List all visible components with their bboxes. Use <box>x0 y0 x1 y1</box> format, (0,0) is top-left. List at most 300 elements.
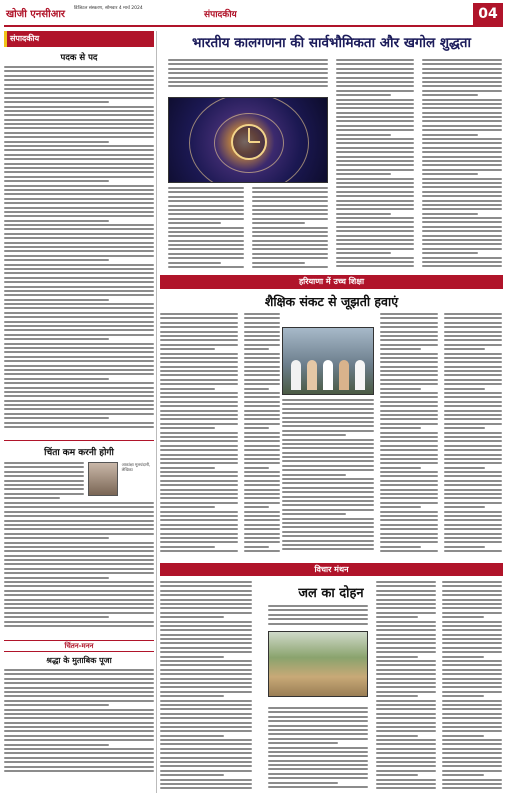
text-line <box>168 196 244 198</box>
text-line <box>4 321 154 323</box>
text-line <box>336 230 414 232</box>
text-line <box>422 186 502 188</box>
text-line <box>282 509 374 511</box>
text-line <box>444 348 485 350</box>
text-line <box>444 414 502 416</box>
text-line <box>168 253 244 255</box>
text-line <box>442 708 502 710</box>
text-line <box>336 164 414 166</box>
text-line <box>252 248 328 250</box>
text-line <box>252 209 328 211</box>
text-line <box>444 493 502 495</box>
text-line <box>160 528 238 530</box>
text-line <box>4 338 109 340</box>
text-line <box>282 430 374 432</box>
text-line <box>252 231 328 233</box>
text-line <box>422 200 502 202</box>
text-line <box>444 344 502 346</box>
text-line <box>268 729 368 731</box>
text-line <box>160 651 252 653</box>
text-line <box>380 506 421 508</box>
text-line <box>252 187 328 189</box>
text-line <box>336 235 414 237</box>
text-line <box>244 489 280 491</box>
text-line <box>444 388 485 390</box>
text-line <box>4 766 154 768</box>
text-line <box>380 502 438 504</box>
text-line <box>336 129 414 131</box>
text-line <box>160 506 215 508</box>
text-line <box>160 502 238 504</box>
text-line <box>442 700 502 702</box>
text-line <box>160 739 252 741</box>
text-line <box>4 722 154 724</box>
text-line <box>442 603 502 605</box>
text-line <box>244 519 280 521</box>
dateline: डिजिटल संस्करण, सोमवार 4 मार्च 2024 <box>74 6 143 11</box>
text-line <box>4 158 154 160</box>
text-line <box>160 678 252 680</box>
text-line <box>336 112 414 114</box>
text-line <box>4 334 154 336</box>
text-line <box>380 511 438 513</box>
text-line <box>160 423 238 425</box>
text-line <box>380 519 438 521</box>
text-line <box>442 612 502 614</box>
text-line <box>4 585 154 587</box>
text-line <box>422 164 502 166</box>
text-line <box>4 307 154 309</box>
text-line <box>244 454 280 456</box>
text-line <box>444 427 485 429</box>
text-line <box>244 401 280 403</box>
text-line <box>4 185 154 187</box>
text-line <box>282 548 374 550</box>
text-line <box>244 361 280 363</box>
text-line <box>4 717 154 719</box>
text-line <box>422 134 478 136</box>
text-line <box>282 540 374 542</box>
text-line <box>4 669 154 671</box>
text-line <box>442 581 502 583</box>
text-line <box>160 616 224 618</box>
text-line <box>4 555 154 557</box>
text-line <box>4 700 154 702</box>
text-line <box>4 378 109 380</box>
text-line <box>380 353 438 355</box>
text-line <box>336 200 414 202</box>
text-line <box>380 524 438 526</box>
text-line <box>244 467 269 469</box>
text-line <box>282 417 374 419</box>
text-line <box>160 383 238 385</box>
text-line <box>168 262 221 264</box>
text-line <box>444 445 502 447</box>
text-line <box>4 365 154 367</box>
text-line <box>168 248 244 250</box>
text-line <box>336 156 414 158</box>
text-line <box>160 379 238 381</box>
text-line <box>4 132 154 134</box>
text-line <box>4 502 154 504</box>
column-body <box>4 502 154 634</box>
text-line <box>244 348 269 350</box>
text-line <box>160 612 252 614</box>
text-line <box>442 616 484 618</box>
text-line <box>4 757 154 759</box>
text-line <box>444 541 502 543</box>
text-line <box>244 357 280 359</box>
text-line <box>336 72 414 74</box>
text-line <box>4 687 154 689</box>
text-line <box>376 761 436 763</box>
text-line <box>4 233 154 235</box>
text-line <box>336 221 414 223</box>
text-line <box>4 176 154 178</box>
water-title: जल का दोहन <box>298 586 364 601</box>
text-line <box>422 248 502 250</box>
text-line <box>4 303 154 305</box>
cosmic-clock-illustration <box>168 97 328 183</box>
text-line <box>168 63 328 65</box>
text-line <box>160 331 238 333</box>
text-line <box>444 506 485 508</box>
text-line <box>282 504 374 506</box>
text-line <box>252 235 328 237</box>
text-line <box>252 218 328 220</box>
text-line <box>336 261 414 263</box>
text-line <box>380 432 438 434</box>
text-line <box>380 546 421 548</box>
text-line <box>4 559 154 561</box>
text-line <box>168 218 244 220</box>
text-line <box>168 81 328 83</box>
text-line <box>422 99 502 101</box>
text-line <box>442 590 502 592</box>
text-line <box>380 401 438 403</box>
text-line <box>282 447 374 449</box>
text-line <box>4 167 154 169</box>
text-line <box>244 493 280 495</box>
text-line <box>422 125 502 127</box>
text-line <box>380 423 438 425</box>
text-line <box>282 460 374 462</box>
text-line <box>422 265 502 267</box>
text-line <box>282 531 374 533</box>
text-line <box>160 396 238 398</box>
text-line <box>268 755 368 757</box>
text-line <box>4 400 154 402</box>
text-line <box>444 550 502 552</box>
text-line <box>336 248 414 250</box>
text-line <box>244 353 280 355</box>
text-line <box>160 682 252 684</box>
text-line <box>444 383 502 385</box>
text-line <box>160 704 252 706</box>
text-line <box>336 195 414 197</box>
text-line <box>380 396 438 398</box>
text-line <box>252 205 328 207</box>
haryana-banner: हरियाणा में उच्च शिक्षा <box>160 275 503 289</box>
text-line <box>244 396 280 398</box>
text-line <box>160 717 252 719</box>
text-line <box>376 774 418 776</box>
text-line <box>282 487 374 489</box>
text-line <box>442 647 502 649</box>
text-line <box>160 664 252 666</box>
text-line <box>160 546 215 548</box>
text-line <box>160 779 252 781</box>
text-line <box>4 294 154 296</box>
text-line <box>422 138 502 140</box>
text-line <box>380 454 438 456</box>
text-line <box>4 744 109 746</box>
text-line <box>442 660 502 662</box>
text-line <box>160 686 252 688</box>
text-line <box>4 563 154 565</box>
text-line <box>4 417 109 419</box>
text-line <box>282 500 374 502</box>
text-line <box>376 708 436 710</box>
text-line <box>336 94 391 96</box>
text-line <box>4 329 154 331</box>
text-line <box>168 191 244 193</box>
text-line <box>380 462 438 464</box>
story-col-1 <box>168 187 244 271</box>
text-line <box>160 335 238 337</box>
text-line <box>160 467 215 469</box>
text-line <box>4 180 109 182</box>
text-line <box>4 395 154 397</box>
text-line <box>444 379 502 381</box>
text-line <box>244 418 280 420</box>
text-line <box>380 414 438 416</box>
water-col-1 <box>160 581 252 793</box>
text-line <box>168 68 328 70</box>
text-line <box>442 669 502 671</box>
text-line <box>168 72 328 74</box>
text-line <box>422 182 502 184</box>
text-line <box>4 343 154 345</box>
text-line <box>444 370 502 372</box>
text-line <box>444 502 502 504</box>
text-line <box>168 257 244 259</box>
text-line <box>4 520 154 522</box>
text-line <box>376 616 418 618</box>
column-body-left <box>4 462 84 502</box>
text-line <box>282 456 374 458</box>
text-line <box>376 783 436 785</box>
logo <box>6 6 65 20</box>
headline-story <box>160 57 503 271</box>
text-line <box>160 405 238 407</box>
text-line <box>282 518 374 520</box>
text-line <box>160 691 252 693</box>
text-line <box>376 735 418 737</box>
text-line <box>444 361 502 363</box>
text-line <box>376 673 436 675</box>
text-line <box>282 408 374 410</box>
text-line <box>160 638 252 640</box>
text-line <box>168 85 328 87</box>
edu-col-2 <box>244 313 280 557</box>
text-line <box>4 761 154 763</box>
text-line <box>4 70 154 72</box>
text-line <box>268 614 368 616</box>
text-line <box>160 471 238 473</box>
text-line <box>4 572 154 574</box>
chintan-banner: चिंतन-मनन <box>4 640 154 652</box>
text-line <box>282 469 374 471</box>
text-line <box>4 466 84 468</box>
text-line <box>444 480 502 482</box>
text-line <box>336 107 414 109</box>
text-line <box>282 526 374 528</box>
text-line <box>244 335 280 337</box>
logo-text: खोजी <box>6 9 27 20</box>
text-line <box>282 513 346 515</box>
text-line <box>268 782 338 784</box>
editorial-title: पदक से पद <box>60 53 98 63</box>
text-line <box>160 480 238 482</box>
text-line <box>336 138 414 140</box>
text-line <box>4 475 84 477</box>
text-line <box>376 612 436 614</box>
text-line <box>4 119 154 121</box>
text-line <box>336 77 414 79</box>
text-line <box>376 717 436 719</box>
text-line <box>282 482 374 484</box>
text-line <box>336 169 414 171</box>
text-line <box>160 669 252 671</box>
text-line <box>376 621 436 623</box>
text-line <box>336 151 414 153</box>
text-line <box>168 235 244 237</box>
text-line <box>244 326 280 328</box>
text-line <box>252 196 328 198</box>
text-line <box>160 344 238 346</box>
text-line <box>4 299 109 301</box>
text-line <box>4 259 109 261</box>
text-line <box>444 396 502 398</box>
text-line <box>336 204 414 206</box>
text-line <box>380 366 438 368</box>
text-line <box>282 443 374 445</box>
text-line <box>336 265 414 267</box>
text-line <box>422 178 502 180</box>
text-line <box>4 528 154 530</box>
masthead <box>4 3 503 27</box>
text-line <box>4 88 154 90</box>
text-line <box>160 462 238 464</box>
story-col-3 <box>336 59 414 271</box>
text-line <box>376 770 436 772</box>
text-line <box>4 277 154 279</box>
text-line <box>376 594 436 596</box>
text-line <box>268 725 368 727</box>
text-line <box>380 480 438 482</box>
text-line <box>268 751 368 753</box>
text-line <box>422 208 502 210</box>
text-line <box>4 726 154 728</box>
text-line <box>444 374 502 376</box>
text-line <box>160 537 238 539</box>
text-line <box>442 722 502 724</box>
text-line <box>160 743 252 745</box>
text-line <box>4 101 109 103</box>
text-line <box>168 227 244 229</box>
text-line <box>444 339 502 341</box>
text-line <box>160 374 238 376</box>
text-line <box>376 656 418 658</box>
newspaper-page <box>4 3 503 797</box>
text-line <box>444 331 502 333</box>
text-line <box>160 621 252 623</box>
text-line <box>160 524 238 526</box>
text-line <box>336 90 414 92</box>
editorial-body <box>4 66 154 434</box>
text-line <box>282 496 374 498</box>
text-line <box>336 116 414 118</box>
text-line <box>160 401 238 403</box>
text-line <box>268 720 368 722</box>
text-line <box>282 425 374 427</box>
text-line <box>4 66 154 68</box>
text-line <box>160 454 238 456</box>
text-line <box>442 607 502 609</box>
text-line <box>376 739 436 741</box>
editorial-banner: संपादकीय <box>4 31 154 47</box>
text-line <box>422 160 502 162</box>
text-line <box>422 120 502 122</box>
text-line <box>244 471 280 473</box>
text-line <box>336 68 414 70</box>
text-line <box>376 757 436 759</box>
text-line <box>4 594 154 596</box>
text-line <box>380 493 438 495</box>
text-line <box>160 366 238 368</box>
text-line <box>4 356 154 358</box>
text-line <box>160 427 215 429</box>
farm-water-photo <box>268 631 368 697</box>
text-line <box>4 488 84 490</box>
text-line <box>4 682 154 684</box>
text-line <box>4 730 154 732</box>
text-line <box>444 357 502 359</box>
text-line <box>160 515 238 517</box>
text-line <box>4 387 154 389</box>
text-line <box>4 581 154 583</box>
text-line <box>380 484 438 486</box>
text-line <box>444 335 502 337</box>
text-line <box>444 524 502 526</box>
text-line <box>252 222 305 224</box>
text-line <box>244 423 280 425</box>
text-line <box>160 339 238 341</box>
text-line <box>4 524 154 526</box>
text-line <box>252 200 328 202</box>
text-line <box>4 272 154 274</box>
text-line <box>380 331 438 333</box>
author-meta: आकांक्षा मूलचंदानी, लेखिका <box>121 462 151 472</box>
text-line <box>168 59 328 61</box>
text-line <box>252 266 328 268</box>
text-line <box>442 686 502 688</box>
text-line <box>268 773 368 775</box>
text-line <box>244 339 280 341</box>
text-line <box>4 422 154 424</box>
text-line <box>442 779 502 781</box>
